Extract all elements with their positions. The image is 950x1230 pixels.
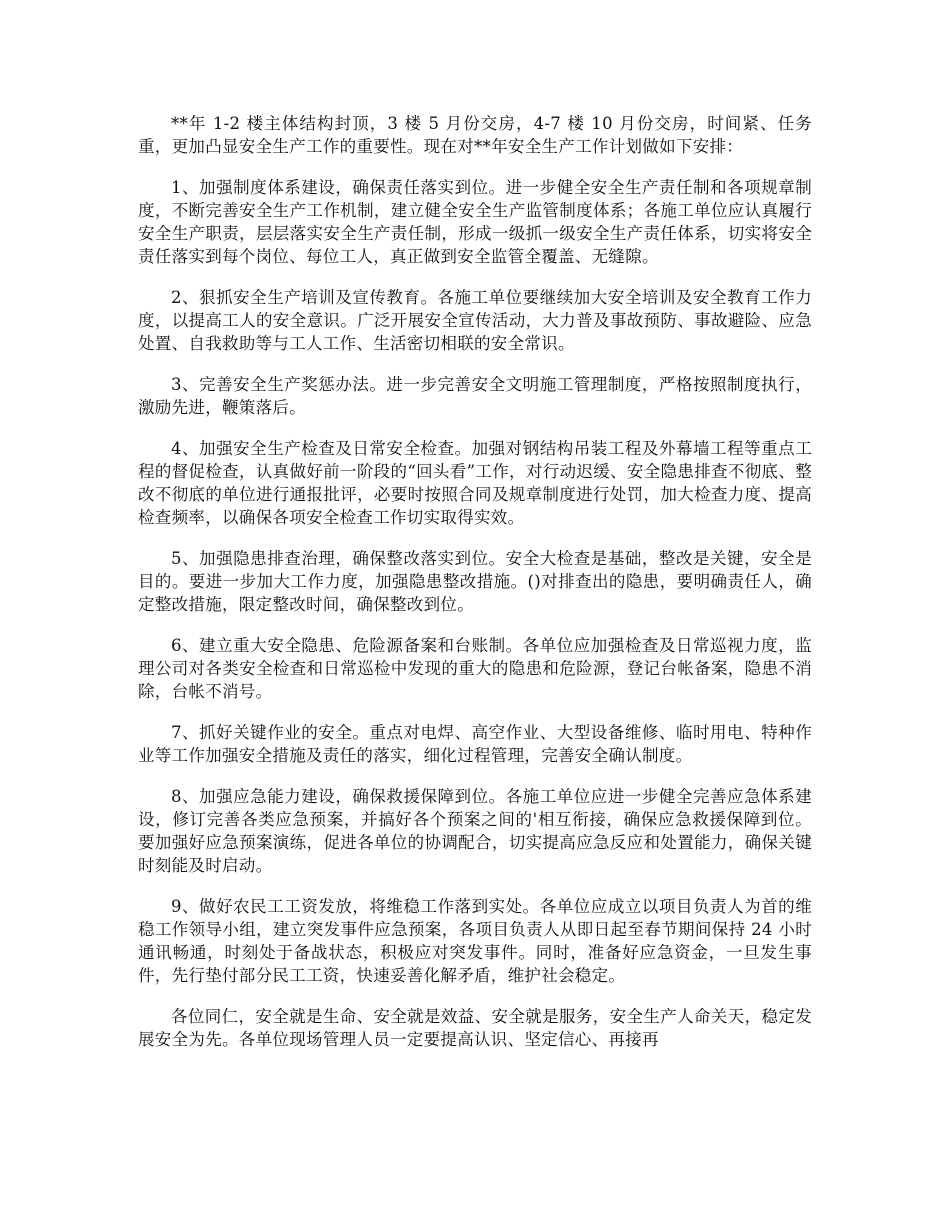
paragraph-item-8: 8、加强应急能力建设，确保救援保障到位。各施工单位应进一步健全完善应急体系建设，修订完善各类应急预案，并搞好各个预案之间的'相互衔接，确保应急救援保障到位。要加强好应急预案演练，促进各单位的协调配合，切实提高应急反应和处置能力，确保关键时刻能及时启动。 (138, 787, 812, 875)
paragraph-item-4: 4、加强安全生产检查及日常安全检查。加强对钢结构吊装工程及外幕墙工程等重点工程的督促检查，认真做好前一阶段的“回头看”工作，对行动迟缓、安全隐患排查不彻底、整改不彻底的单位进行通报批评，必要时按照合同及规章制度进行处罚，加大检查力度、提高检查频率，以确保各项安全检查工作切实取得实效。 (138, 439, 812, 527)
paragraph-item-6: 6、建立重大安全隐患、危险源备案和台账制。各单位应加强检查及日常巡视力度，监理公司对各类安全检查和日常巡检中发现的重大的隐患和危险源，登记台帐备案，隐患不消除，台帐不消号。 (138, 636, 812, 701)
paragraph-item-2: 2、狠抓安全生产培训及宣传教育。各施工单位要继续加大安全培训及安全教育工作力度，以提高工人的安全意识。广泛开展安全宣传活动，大力普及事故预防、事故避险、应急处置、自我救助等与工人工作、生活密切相联的安全常识。 (138, 288, 812, 353)
paragraph-item-7: 7、抓好关键作业的安全。重点对电焊、高空作业、大型设备维修、临时用电、特种作业等工作加强安全措施及责任的落实，细化过程管理，完善安全确认制度。 (138, 723, 812, 765)
paragraph-item-1: 1、加强制度体系建设，确保责任落实到位。进一步健全安全生产责任制和各项规章制度，不断完善安全生产工作机制，建立健全安全生产监管制度体系；各施工单位应认真履行安全生产职责，层层落实安全生产责任制，形成一级抓一级安全生产责任体系，切实将安全责任落实到每个岗位、每位工人，真正做到安全监管全覆盖、无缝隙。 (138, 178, 812, 266)
intro-paragraph: **年 1-2 楼主体结构封顶，3 楼 5 月份交房，4-7 楼 10 月份交房，时间紧、任务重，更加凸显安全生产工作的重要性。现在对**年安全生产工作计划做如下安排： (138, 114, 812, 156)
paragraph-item-9: 9、做好农民工工资发放，将维稳工作落到实处。各单位应成立以项目负责人为首的维稳工作领导小组，建立突发事件应急预案，各项目负责人从即日起至春节期间保持 24 小时通讯畅通，时刻处于备战状态，积极应对突发事件。同时，准备好应急资金，一旦发生事件，先行垫付部分民工工资，快速妥善化解矛盾，维护社会稳定。 (138, 897, 812, 985)
document-body (138, 112, 812, 1069)
paragraph-item-3: 3、完善安全生产奖惩办法。进一步完善安全文明施工管理制度，严格按照制度执行，激励先进，鞭策落后。 (138, 375, 812, 417)
closing-paragraph: 各位同仁，安全就是生命、安全就是效益、安全就是服务，安全生产人命关天，稳定发展安全为先。各单位现场管理人员一定要提高认识、坚定信心、再接再 (138, 1007, 812, 1049)
paragraph-item-5: 5、加强隐患排查治理，确保整改落实到位。安全大检查是基础，整改是关键，安全是目的。要进一步加大工作力度，加强隐患整改措施。()对排查出的隐患，要明确责任人，确定整改措施，限定整改时间，确保整改到位。 (138, 549, 812, 614)
